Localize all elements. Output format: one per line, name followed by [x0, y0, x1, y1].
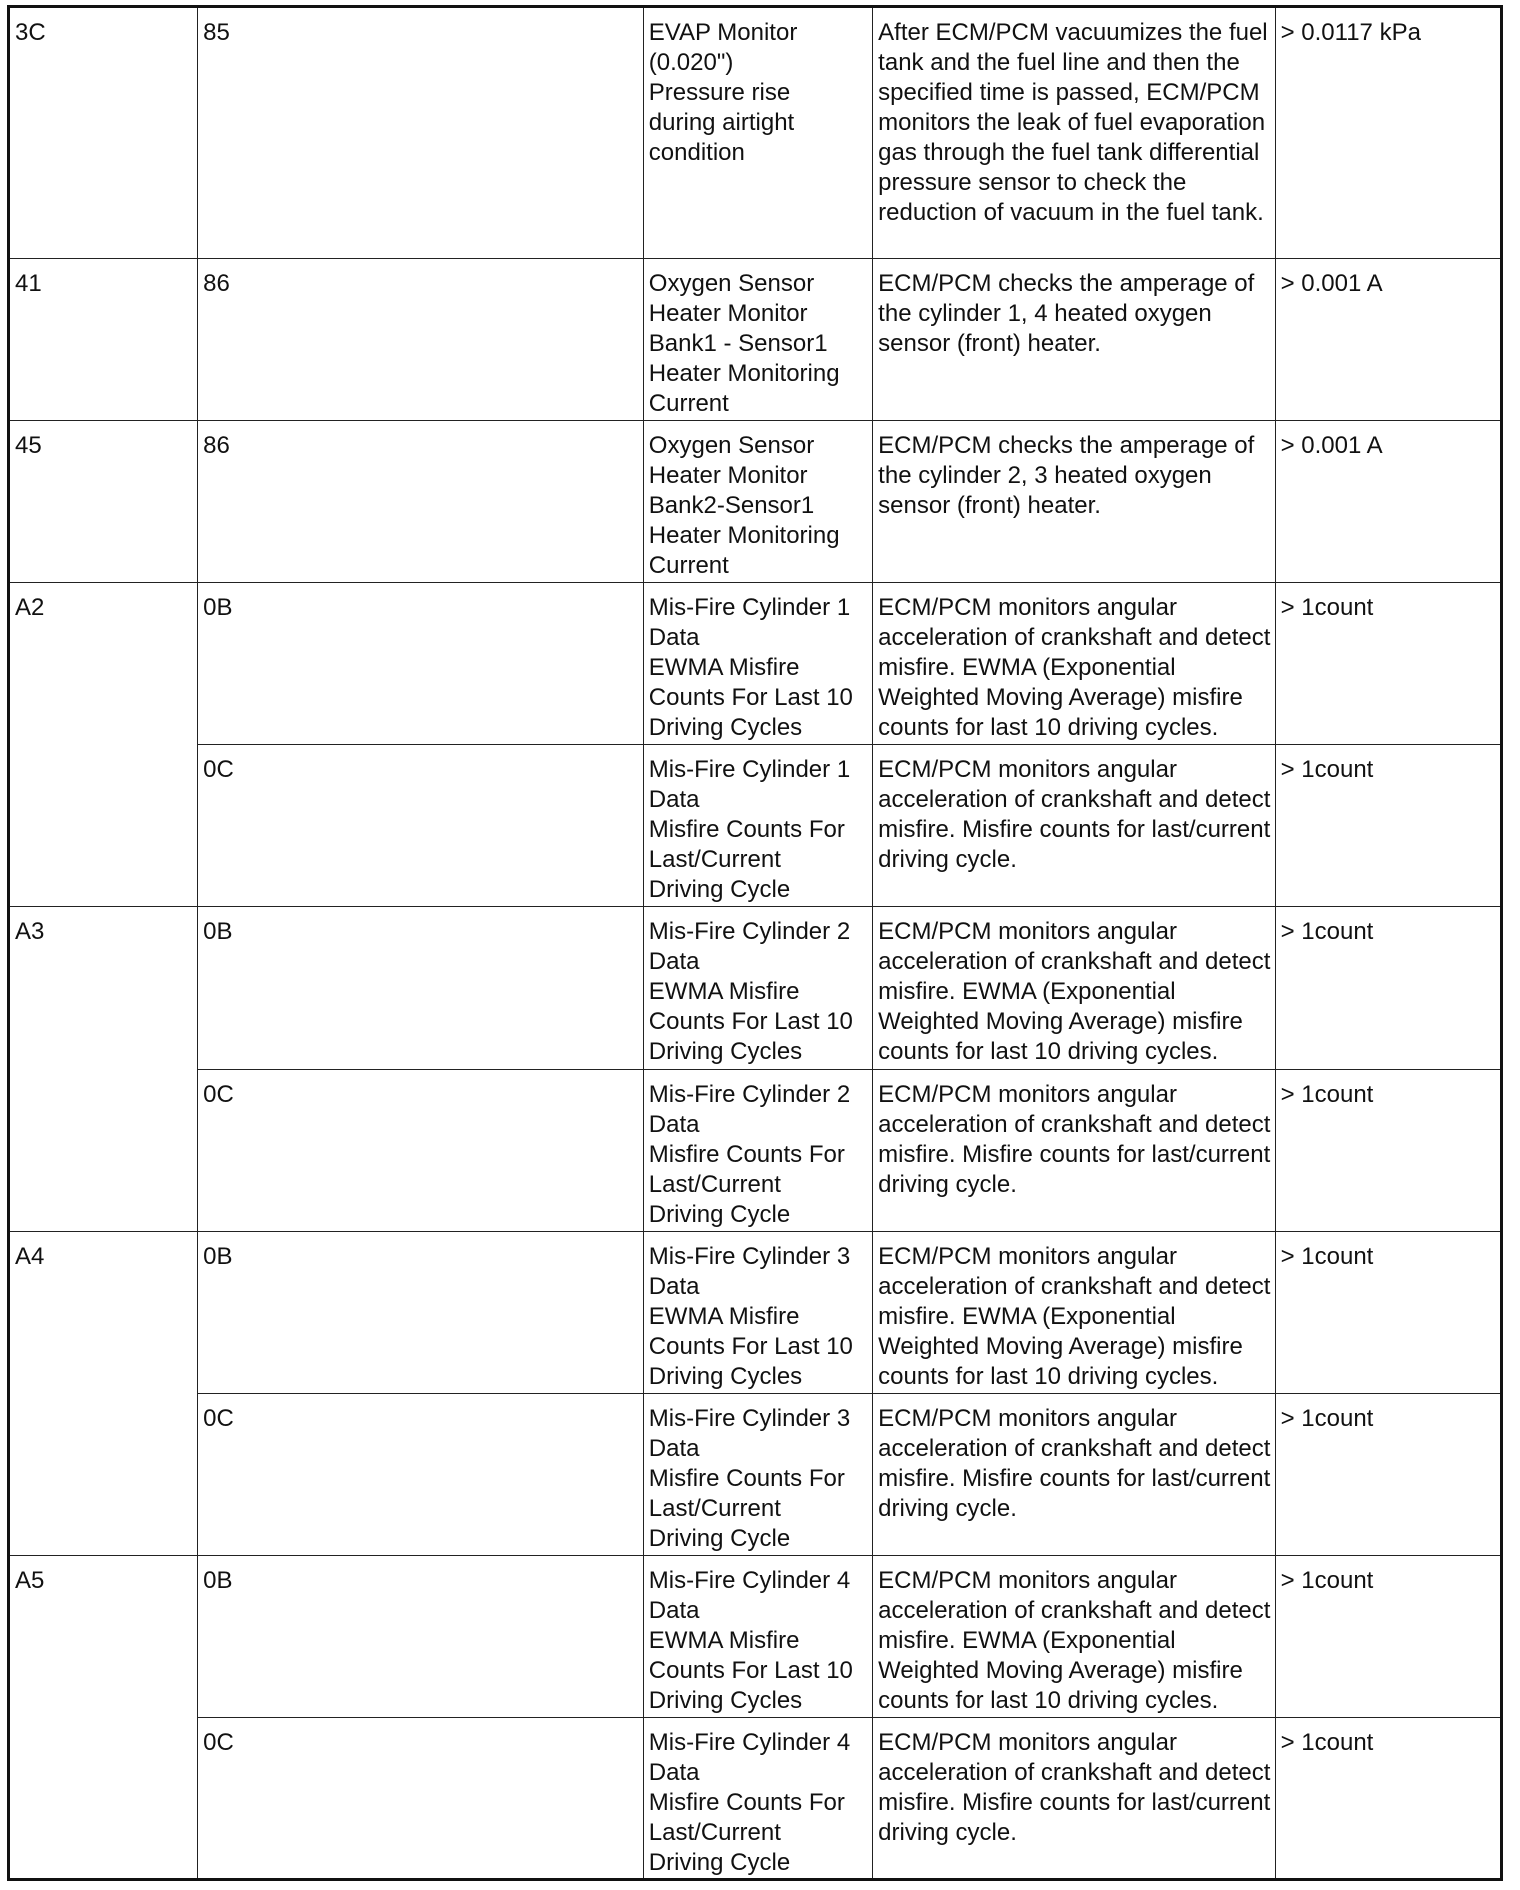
component-id-cell: 86 [198, 259, 644, 421]
description-cell: EVAP Monitor (0.020") Pressure rise during airtight condition [643, 7, 872, 259]
description-cell: Mis-Fire Cylinder 1 Data EWMA Misfire Counts For Last 10 Driving Cycles [643, 583, 872, 745]
detail-cell: ECM/PCM monitors angular acceleration of crankshaft and detect misfire. Misfire counts for last/current driving cycle. [873, 1069, 1275, 1231]
table-row [9, 907, 1502, 1069]
threshold-value-cell: > 1count [1275, 1231, 1501, 1393]
description-cell: Mis-Fire Cylinder 1 Data Misfire Counts For Last/Current Driving Cycle [643, 745, 872, 907]
description-cell: Mis-Fire Cylinder 4 Data Misfire Counts For Last/Current Driving Cycle [643, 1717, 872, 1879]
test-id-cell: 41 [9, 259, 198, 421]
table-row [9, 583, 1502, 745]
table-row [9, 1231, 1502, 1393]
description-cell: Mis-Fire Cylinder 2 Data EWMA Misfire Counts For Last 10 Driving Cycles [643, 907, 872, 1069]
table-row [9, 421, 1502, 583]
table-row [9, 745, 1502, 907]
component-id-cell: 0C [198, 745, 644, 907]
table-row [9, 1069, 1502, 1231]
threshold-value-cell: > 1count [1275, 1393, 1501, 1555]
monitor-test-table [7, 5, 1503, 1881]
component-id-cell: 0B [198, 583, 644, 745]
threshold-value-cell: > 1count [1275, 1555, 1501, 1717]
detail-cell: ECM/PCM monitors angular acceleration of crankshaft and detect misfire. EWMA (Exponential Weighted Moving Average) misfire counts for last 10 driving cycles. [873, 1555, 1275, 1717]
threshold-value-cell: > 1count [1275, 1069, 1501, 1231]
threshold-value-cell: > 0.0117 kPa [1275, 7, 1501, 259]
component-id-cell: 0B [198, 1231, 644, 1393]
detail-cell: ECM/PCM monitors angular acceleration of crankshaft and detect misfire. Misfire counts for last/current driving cycle. [873, 745, 1275, 907]
table-row [9, 1717, 1502, 1879]
threshold-value-cell: > 1count [1275, 745, 1501, 907]
test-id-cell: A3 [9, 907, 198, 1231]
detail-cell: ECM/PCM monitors angular acceleration of crankshaft and detect misfire. EWMA (Exponential Weighted Moving Average) misfire counts for last 10 driving cycles. [873, 583, 1275, 745]
test-id-cell: 45 [9, 421, 198, 583]
component-id-cell: 0C [198, 1069, 644, 1231]
component-id-cell: 86 [198, 421, 644, 583]
description-cell: Oxygen Sensor Heater Monitor Bank2-Sensor1 Heater Monitoring Current [643, 421, 872, 583]
detail-cell: ECM/PCM checks the amperage of the cylinder 2, 3 heated oxygen sensor (front) heater. [873, 421, 1275, 583]
description-cell: Mis-Fire Cylinder 3 Data EWMA Misfire Counts For Last 10 Driving Cycles [643, 1231, 872, 1393]
threshold-value-cell: > 0.001 A [1275, 259, 1501, 421]
description-cell: Oxygen Sensor Heater Monitor Bank1 - Sensor1 Heater Monitoring Current [643, 259, 872, 421]
table-row [9, 259, 1502, 421]
description-cell: Mis-Fire Cylinder 2 Data Misfire Counts For Last/Current Driving Cycle [643, 1069, 872, 1231]
detail-cell: ECM/PCM monitors angular acceleration of crankshaft and detect misfire. Misfire counts for last/current driving cycle. [873, 1717, 1275, 1879]
table-row [9, 1555, 1502, 1717]
component-id-cell: 0B [198, 1555, 644, 1717]
table-row [9, 7, 1502, 259]
description-cell: Mis-Fire Cylinder 4 Data EWMA Misfire Counts For Last 10 Driving Cycles [643, 1555, 872, 1717]
threshold-value-cell: > 0.001 A [1275, 421, 1501, 583]
test-id-cell: A5 [9, 1555, 198, 1879]
detail-cell: ECM/PCM checks the amperage of the cylinder 1, 4 heated oxygen sensor (front) heater. [873, 259, 1275, 421]
detail-cell: ECM/PCM monitors angular acceleration of crankshaft and detect misfire. Misfire counts for last/current driving cycle. [873, 1393, 1275, 1555]
description-cell: Mis-Fire Cylinder 3 Data Misfire Counts For Last/Current Driving Cycle [643, 1393, 872, 1555]
detail-cell: ECM/PCM monitors angular acceleration of crankshaft and detect misfire. EWMA (Exponential Weighted Moving Average) misfire counts for last 10 driving cycles. [873, 907, 1275, 1069]
threshold-value-cell: > 1count [1275, 907, 1501, 1069]
detail-cell: ECM/PCM monitors angular acceleration of crankshaft and detect misfire. EWMA (Exponential Weighted Moving Average) misfire counts for last 10 driving cycles. [873, 1231, 1275, 1393]
test-id-cell: A2 [9, 583, 198, 907]
component-id-cell: 0C [198, 1393, 644, 1555]
component-id-cell: 85 [198, 7, 644, 259]
threshold-value-cell: > 1count [1275, 1717, 1501, 1879]
component-id-cell: 0B [198, 907, 644, 1069]
test-id-cell: A4 [9, 1231, 198, 1555]
threshold-value-cell: > 1count [1275, 583, 1501, 745]
table-row [9, 1393, 1502, 1555]
test-id-cell: 3C [9, 7, 198, 259]
component-id-cell: 0C [198, 1717, 644, 1879]
detail-cell: After ECM/PCM vacuumizes the fuel tank and the fuel line and then the specified time is passed, ECM/PCM monitors the leak of fuel evaporation gas through the fuel tank differential pressure sensor to check the reduction of vacuum in the fuel tank. [873, 7, 1275, 259]
